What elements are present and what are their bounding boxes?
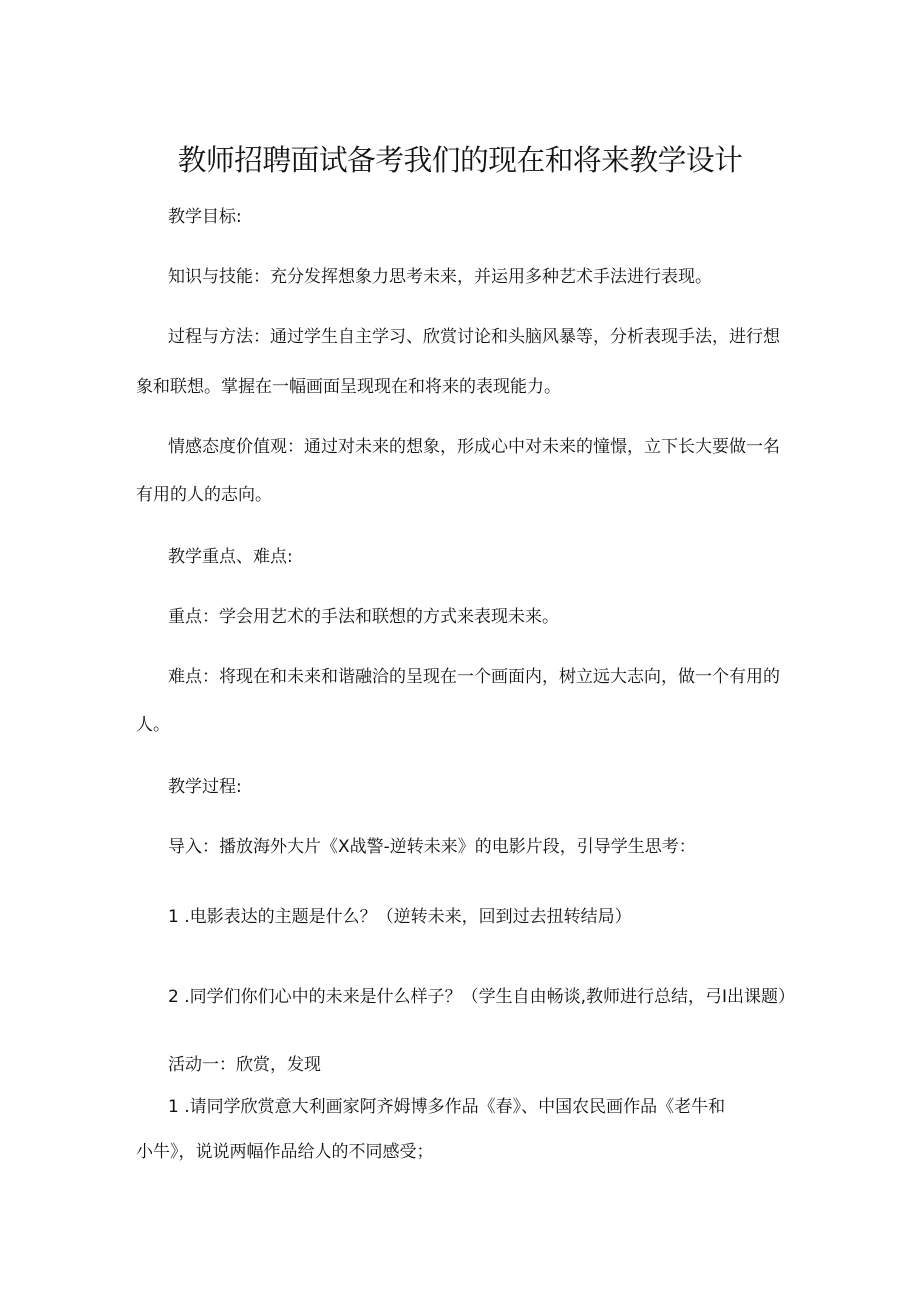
process-heading: 教学过程: (168, 777, 242, 797)
knowledge-skill-paragraph: 知识与技能：充分发挥想象力思考未来，并运用多种艺术手法进行表现。 (168, 267, 712, 287)
difficulty-line2: 人。 (136, 715, 170, 735)
question-1: 1 .电影表达的主题是什么？（逆转未来，回到过去扭转结局） (168, 907, 632, 927)
question-2: 2 .同学们你们心中的未来是什么样子？（学生自由畅谈,教师进行总结，弓I出课题） (168, 987, 796, 1007)
difficulty-line1: 难点：将现在和未来和谐融洽的呈现在一个画面内，树立远大志向，做一个有用的 (168, 667, 780, 687)
process-method-line1: 过程与方法：通过学生自主学习、欣赏讨论和头脑风暴等，分析表现手法，进行想 (168, 327, 780, 347)
activity1-item1-line2: 小牛》，说说两幅作品给人的不同感受； (136, 1142, 434, 1162)
process-method-line2: 象和联想。掌握在一幅画面呈现现在和将来的表现能力。 (136, 377, 561, 397)
emotion-line1: 情感态度价值观：通过对未来的想象，形成心中对未来的憧憬，立下长大要做一名 (168, 437, 780, 457)
activity1-heading: 活动一：欣赏，发现 (168, 1055, 321, 1075)
key-point-paragraph: 重点：学会用艺术的手法和联想的方式来表现未来。 (168, 607, 559, 627)
objectives-heading: 教学目标: (168, 207, 242, 227)
document-title: 教师招聘面试备考我们的现在和将来教学设计 (177, 143, 743, 177)
activity1-item1-line1: 1 .请同学欣赏意大利画家阿齐姆博多作品《春》、中国农民画作品《老牛和 (168, 1097, 726, 1117)
intro-paragraph: 导入：播放海外大片《X战警-逆转未来》的电影片段，引导学生思考： (168, 837, 696, 857)
key-points-heading: 教学重点、难点: (168, 547, 293, 567)
emotion-line2: 有用的人的志向。 (136, 485, 272, 505)
